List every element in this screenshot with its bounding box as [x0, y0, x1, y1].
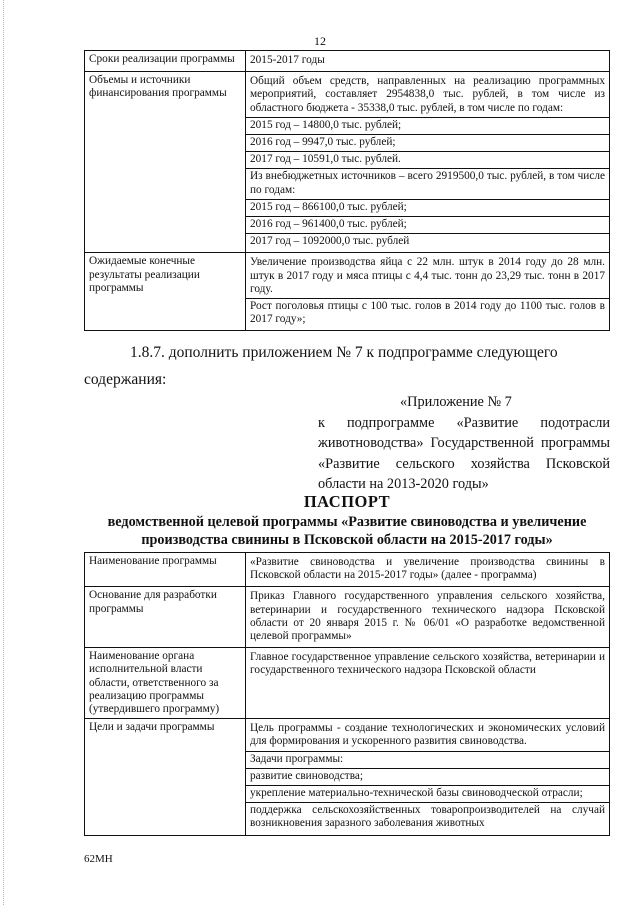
value-line: 2017 год – 1092000,0 тыс. рублей [250, 235, 410, 248]
document-code: 62МН [84, 853, 113, 865]
program-summary-table [84, 50, 610, 331]
value-line: Общий объем средств, направленных на реализацию программных мероприятий, составляет 2954838,0 тыс. рублей, в том числе из областного бюджета - 35338,0 тыс. рублей, в том числе по годам: [246, 74, 609, 118]
value-line: Приказ Главного государственного управления сельского хозяйства, ветеринарии и государственного технического надзора Псковской области от 20 января 2015 г. № 06/01 «О разработке ведомственной целевой программы» [250, 590, 605, 643]
row-label: Наименование программы [85, 553, 246, 587]
row-value [246, 253, 610, 331]
value-line: Цель программы - создание технологических и экономических условий для формирования и ускоренного развития свиноводства. [246, 721, 609, 751]
table-row [85, 648, 610, 719]
row-value [246, 72, 610, 253]
passport-title: ПАСПОРТ [303, 492, 391, 511]
row-value [246, 51, 610, 72]
page-margin-dots [3, 0, 7, 905]
table-row [85, 587, 610, 648]
passport-table [84, 552, 610, 836]
value-line: Из внебюджетных источников – всего 2919500,0 тыс. рублей, в том числе по годам: [246, 169, 609, 199]
value-line: укрепление материально-технической базы свиноводческой отрасли; [246, 786, 609, 803]
value-line: поддержка сельскохозяйственных товаропроизводителей на случай возникновения заразного заболевания животных [250, 804, 605, 830]
row-value [246, 719, 610, 835]
row-label: Объемы и источники финансирования программы [85, 72, 246, 253]
value-line: Задачи программы: [246, 752, 609, 769]
appendix-title: «Приложение № 7 [400, 394, 512, 410]
value-line: 2016 год – 961400,0 тыс. рублей; [246, 217, 609, 234]
passport-subtitle: ведомственной целевой программы «Развитие свиноводства и увеличение производства свинины в Псковской области на 2015-2017 годы» [107, 514, 587, 548]
row-label: Основание для разработки программы [85, 587, 246, 648]
row-label: Цели и задачи программы [85, 719, 246, 835]
value-line: Главное государственное управление сельского хозяйства, ветеринарии и государственного технического надзора Псковской области [250, 651, 605, 677]
appendix-body: к подпрограмме «Развитие подотрасли животноводства» Государственной программы «Развитие сельского хозяйства Псковской области на 2013-2020 годы» [318, 414, 610, 492]
page-number: 12 [314, 34, 326, 48]
value-line: 2016 год – 9947,0 тыс. рублей; [246, 135, 609, 152]
row-value [246, 553, 610, 587]
row-label: Наименование органа исполнительной власти области, ответственного за реализацию программы (утвердившего программу) [85, 648, 246, 719]
table-row [85, 719, 610, 835]
appendix-heading [318, 392, 610, 495]
value-line: Увеличение производства яйца с 22 млн. штук в 2014 году до 28 млн. штук в 2017 году и мяса птицы с 4,4 тыс. тонн до 23,29 тыс. тонн в 2017 году. [246, 255, 609, 299]
table-row [85, 72, 610, 253]
value-line: 2017 год – 10591,0 тыс. рублей. [246, 152, 609, 169]
value-line: «Развитие свиноводства и увеличение производства свинины в Псковской области на 2015-2017 годы» (далее - программа) [250, 556, 605, 582]
value-line: развитие свиноводства; [246, 769, 609, 786]
value-line: 2015 год – 866100,0 тыс. рублей; [246, 200, 609, 217]
table-row [85, 553, 610, 587]
value-line: 2015 год – 14800,0 тыс. рублей; [246, 118, 609, 135]
table-row [85, 253, 610, 331]
row-value [246, 648, 610, 719]
value-line: Рост поголовья птицы с 100 тыс. голов в 2014 году до 1100 тыс. голов в 2017 году»; [250, 300, 605, 326]
amendment-paragraph: 1.8.7. дополнить приложением № 7 к подпрограмме следующего [130, 344, 558, 361]
table-row [85, 51, 610, 72]
row-label: Ожидаемые конечные результаты реализации программы [85, 253, 246, 331]
value-line: 2015-2017 годы [250, 54, 325, 66]
row-value [246, 587, 610, 648]
amendment-paragraph-end: содержания: [84, 371, 167, 388]
row-label: Сроки реализации программы [85, 51, 246, 72]
